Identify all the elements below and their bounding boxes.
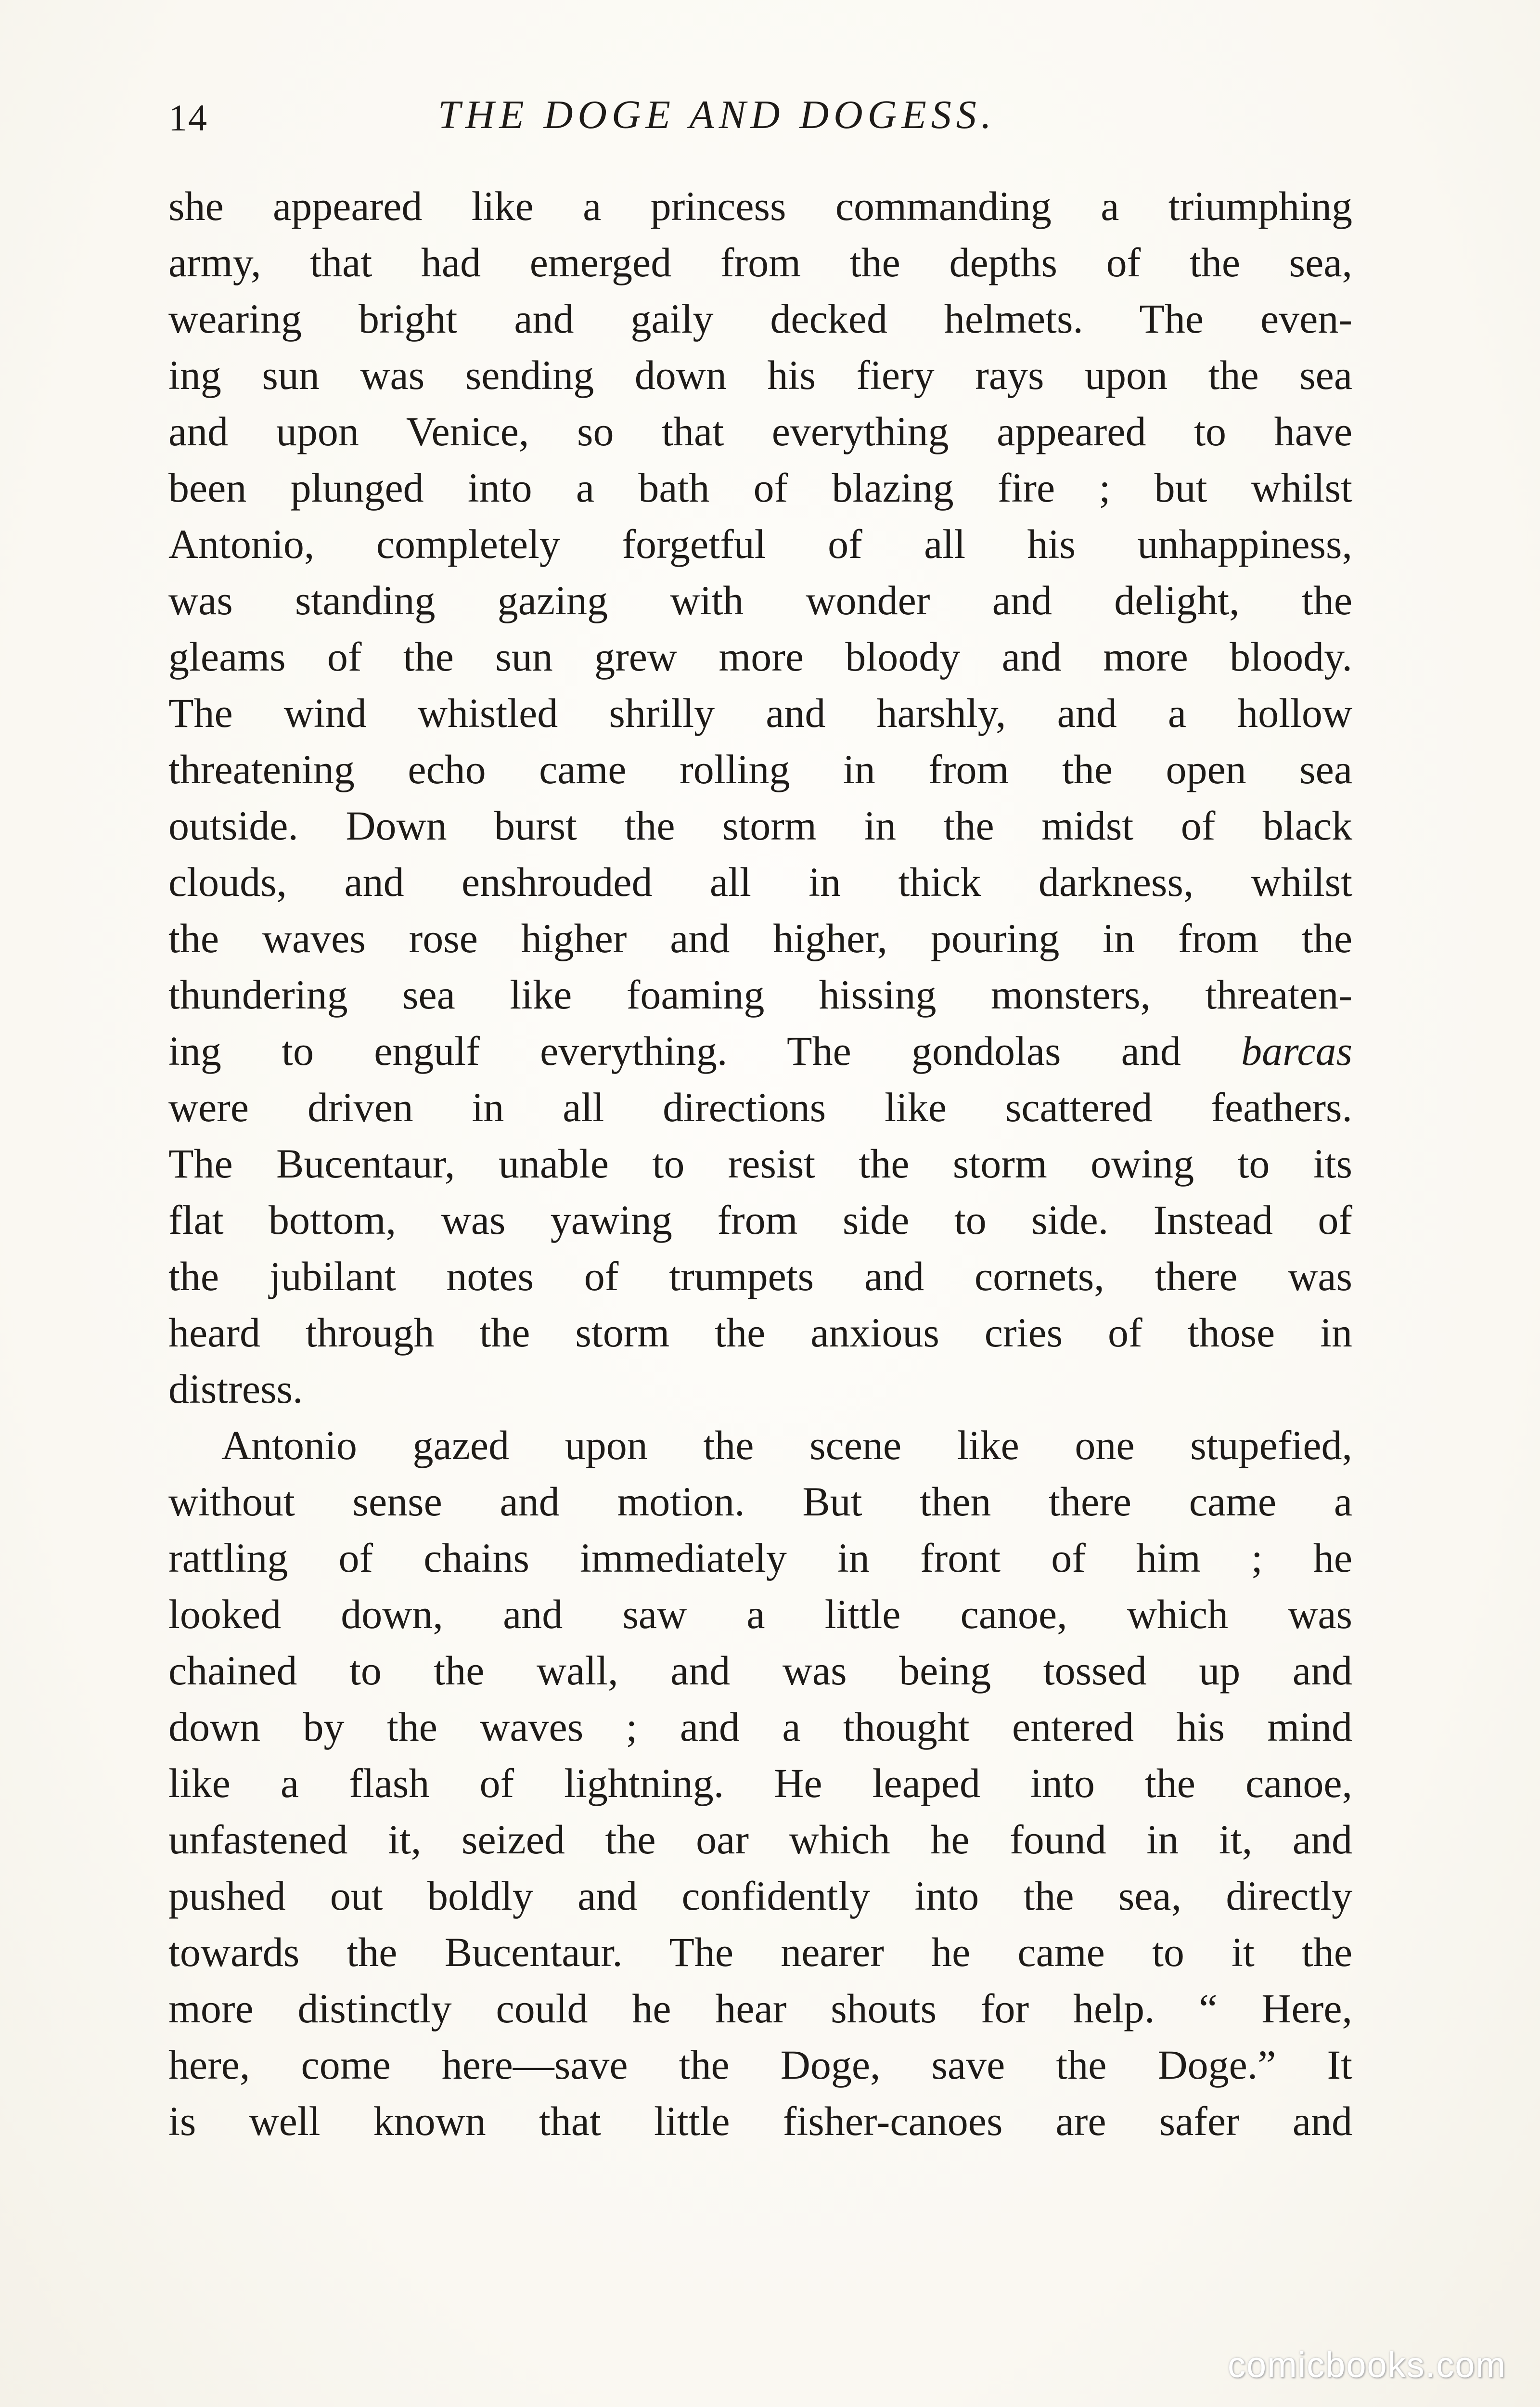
text-line: rattling of chains immediately in front of him ; he (168, 1535, 1352, 1581)
text-line: like a flash of lightning. He leaped into the canoe, (168, 1760, 1352, 1806)
page-number: 14 (168, 97, 208, 139)
text-line: wearing bright and gaily decked helmets. The even- (168, 296, 1352, 342)
text-line: the waves rose higher and higher, pouring in from the (168, 915, 1352, 961)
running-head: THE DOGE AND DOGESS. (438, 92, 996, 137)
text-line: army, that had emerged from the depths of the sea, (168, 239, 1352, 285)
text-line: thundering sea like foaming hissing monsters, threaten- (168, 971, 1352, 1018)
text-line: Antonio gazed upon the scene like one stupefied, (221, 1422, 1352, 1468)
text-line: here, come here—save the Doge, save the Doge.” It (168, 2042, 1352, 2088)
paragraph-1 (168, 178, 1352, 1417)
text-line: pushed out boldly and confidently into the sea, directly (168, 1873, 1352, 1919)
page-header (168, 91, 1348, 144)
text-line: without sense and motion. But then there came a (168, 1478, 1352, 1525)
watermark: comicbooks.com (1227, 2345, 1506, 2385)
text-line: ing to engulf everything. The gondolas and barcas (168, 1028, 1352, 1074)
body-text (168, 178, 1352, 2149)
text-line: been plunged into a bath of blazing fire ; but whilst (168, 465, 1352, 511)
text-line: was standing gazing with wonder and delight, the (168, 577, 1352, 623)
text-line: is well known that little fisher-canoes are safer and (168, 2098, 1352, 2144)
text-line: outside. Down burst the storm in the midst of black (168, 802, 1352, 849)
text-line: heard through the storm the anxious cries of those in (168, 1309, 1352, 1356)
paragraph-2 (168, 1417, 1352, 2149)
text-line: looked down, and saw a little canoe, which was (168, 1591, 1352, 1637)
text-line: threatening echo came rolling in from the open sea (168, 746, 1352, 792)
text-line: The wind whistled shrilly and harshly, and a hollow (168, 690, 1352, 736)
text-line: the jubilant notes of trumpets and cornets, there was (168, 1253, 1352, 1299)
text-line: distress. (168, 1366, 303, 1412)
text-line: towards the Bucentaur. The nearer he came to it the (168, 1929, 1352, 1975)
text-line: and upon Venice, so that everything appeared to have (168, 408, 1352, 454)
text-line: down by the waves ; and a thought entered his mind (168, 1704, 1352, 1750)
italic-word: barcas (1241, 1028, 1352, 1074)
text-line: chained to the wall, and was being tossed up and (168, 1647, 1352, 1694)
text-line: she appeared like a princess commanding a triumphing (168, 183, 1352, 229)
text-line: were driven in all directions like scattered feathers. (168, 1084, 1352, 1130)
text-line: ing sun was sending down his fiery rays upon the sea (168, 352, 1352, 398)
text-line: more distinctly could he hear shouts for help. “ Here, (168, 1985, 1352, 2032)
text-line: flat bottom, was yawing from side to side. Instead of (168, 1197, 1352, 1243)
text-line: The Bucentaur, unable to resist the storm owing to its (168, 1140, 1352, 1187)
text-line: gleams of the sun grew more bloody and more bloody. (168, 634, 1352, 680)
text-line: Antonio, completely forgetful of all his unhappiness, (168, 521, 1352, 567)
text-line: clouds, and enshrouded all in thick darkness, whilst (168, 859, 1352, 905)
text-line: unfastened it, seized the oar which he found in it, and (168, 1816, 1352, 1863)
